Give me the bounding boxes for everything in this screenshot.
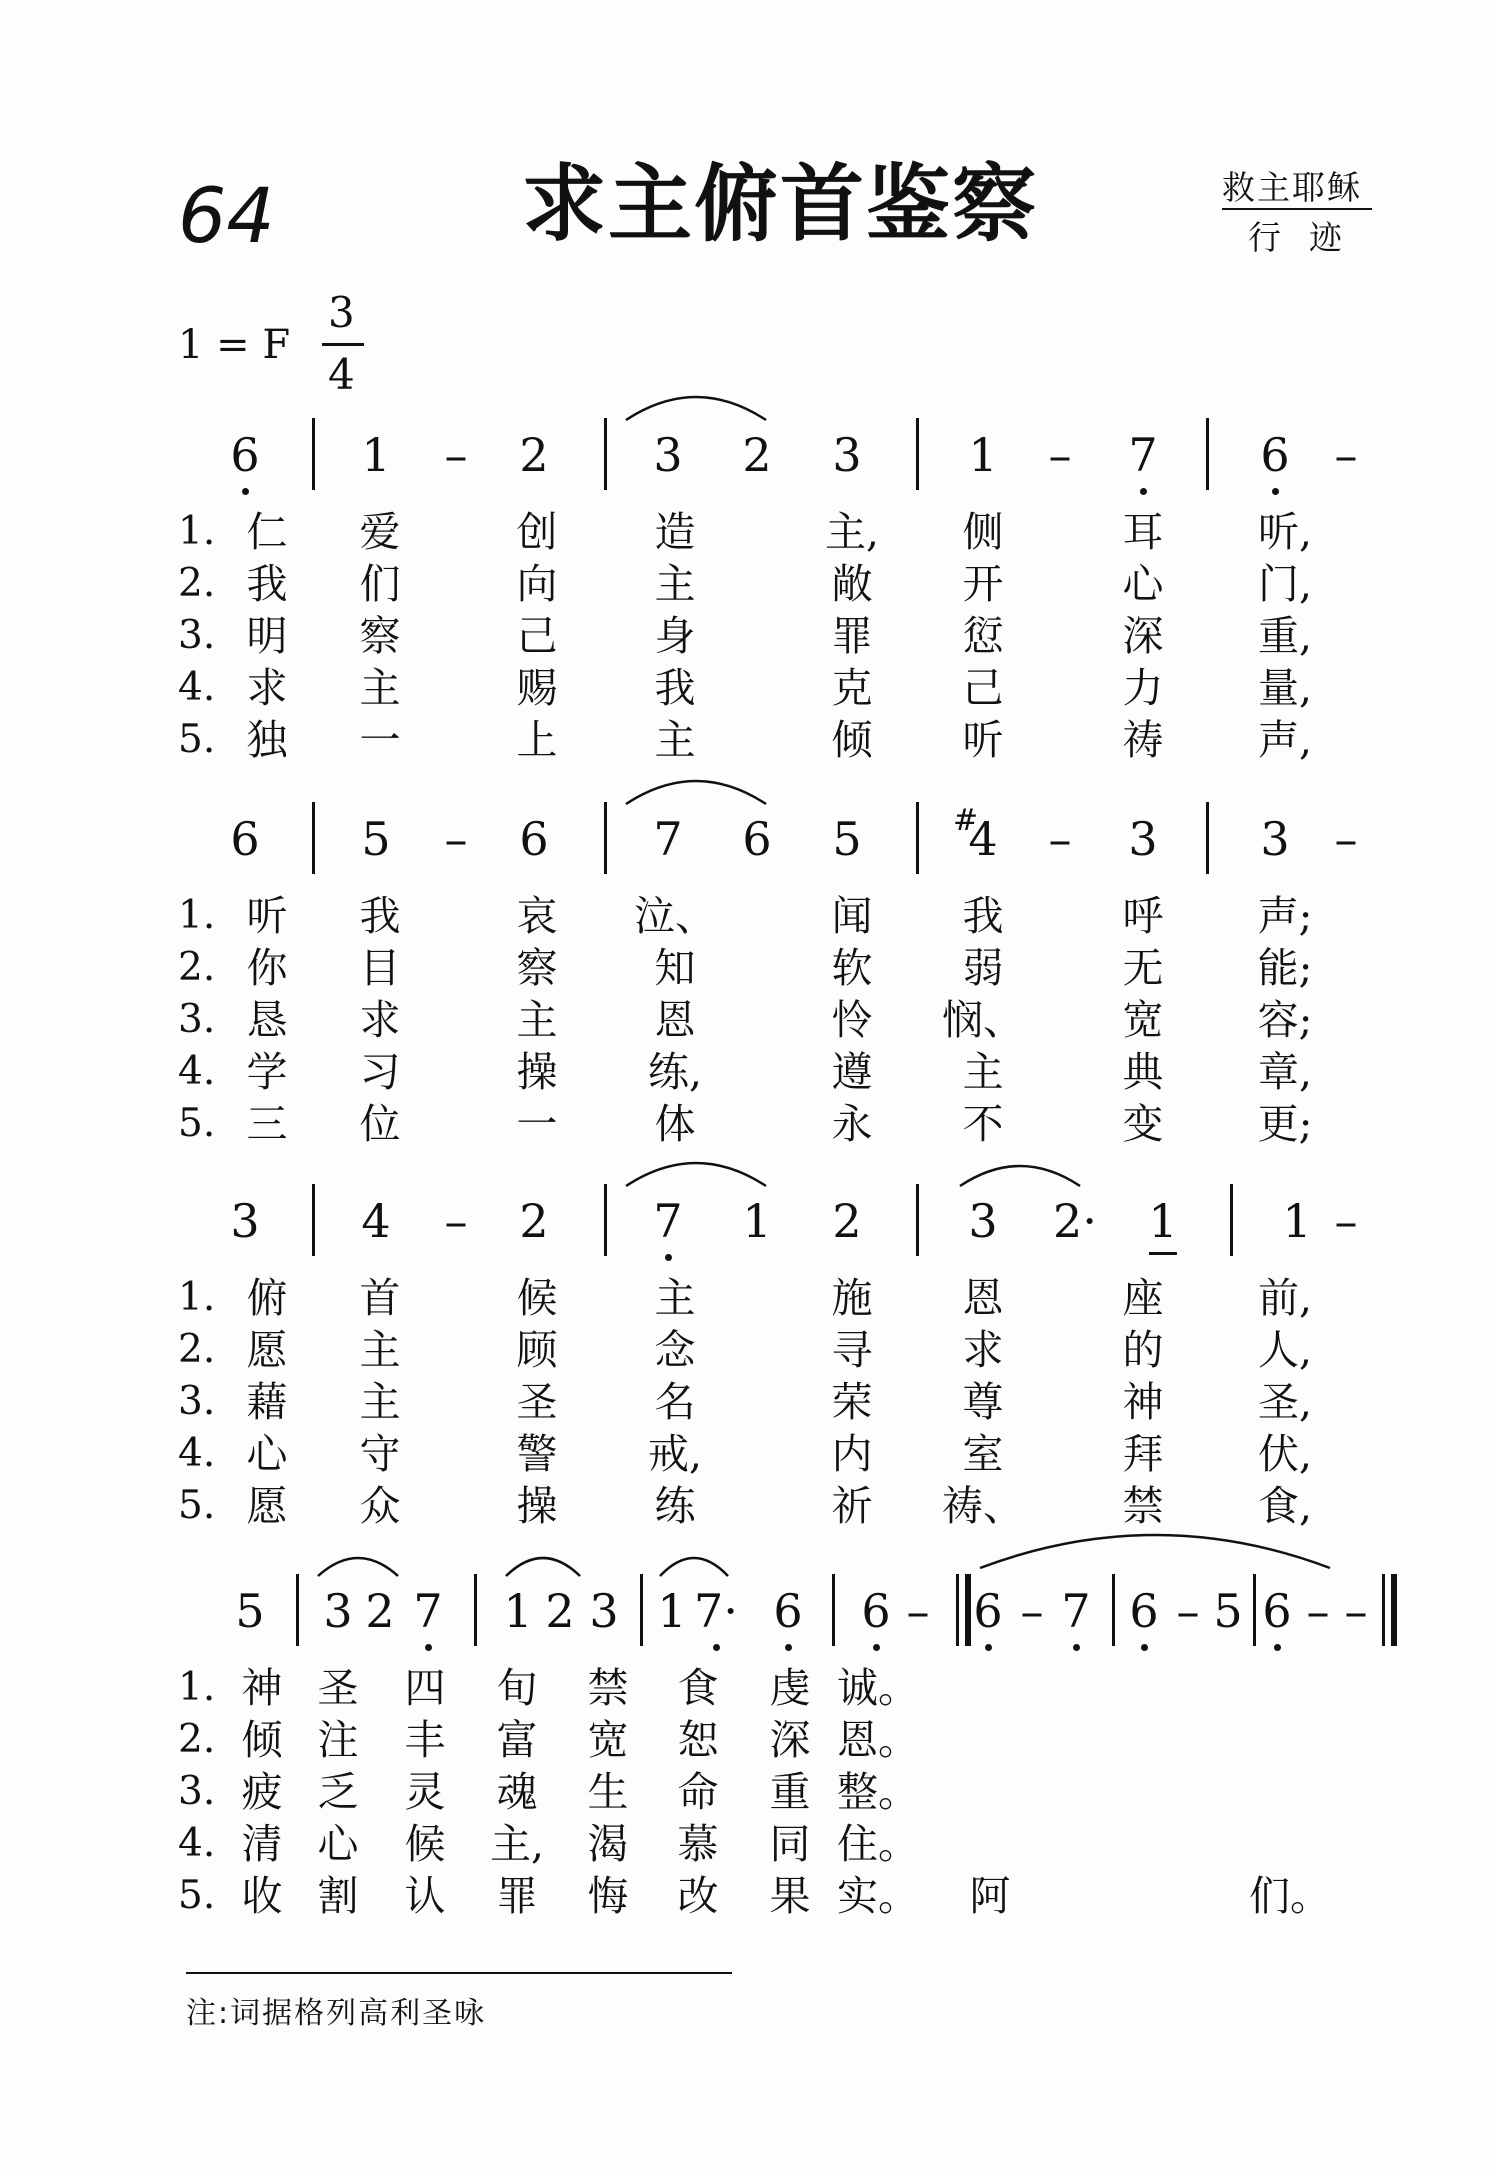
lyric-syllable: 你 (246, 944, 288, 992)
lyric-syllable: 心 (246, 1430, 288, 1478)
amen-syllable: 阿 (969, 1872, 1011, 1920)
note-digit: 6 (1262, 1584, 1292, 1638)
slur-arc (660, 1558, 728, 1576)
lyric-syllable: 永 (831, 1100, 873, 1148)
note-digit: 4 (968, 812, 998, 866)
lyric-syllable: 主 (962, 1048, 1004, 1096)
lyric-syllable: 我 (962, 892, 1004, 940)
note-dash: – (444, 1194, 468, 1248)
lyric-syllable: 施 (831, 1274, 873, 1322)
note-digit: 2 (742, 428, 772, 482)
verse-number: 1. (178, 1275, 216, 1320)
hymn-number: 64 (178, 171, 275, 260)
note-digit: 6 (230, 428, 260, 482)
lyric-syllable: 罪 (831, 612, 873, 660)
lyric-syllable: 圣, (1257, 1378, 1313, 1426)
lyric-syllable: 丰 (404, 1716, 446, 1764)
lyric-syllable: 身 (654, 612, 696, 660)
lyric-syllable: 能; (1257, 944, 1313, 992)
lyric-syllable: 开 (962, 560, 1004, 608)
lyric-syllable: 生 (587, 1768, 629, 1816)
lyric-syllable: 我 (246, 560, 288, 608)
note-dash: – (1306, 1584, 1330, 1638)
note-dash: – (1334, 1194, 1358, 1248)
note-digit: 3 (832, 428, 862, 482)
note-dash: – (906, 1584, 930, 1638)
note-digit: 3 (323, 1584, 353, 1638)
note-digit: 3 (1260, 812, 1290, 866)
lyric-syllable: 力 (1122, 664, 1164, 712)
lyric-syllable: 己 (962, 664, 1004, 712)
lyric-syllable: 警 (516, 1430, 558, 1478)
note-digit: 4 (361, 1194, 391, 1248)
lyric-syllable: 拜 (1122, 1430, 1164, 1478)
note-dash: – (1048, 812, 1072, 866)
lyric-syllable: 祷、 (942, 1482, 1024, 1530)
lyric-syllable: 悔 (587, 1872, 629, 1920)
lyric-syllable: 注 (317, 1716, 359, 1764)
verse-number: 4. (178, 1049, 216, 1094)
note-digit: 7 (1061, 1584, 1091, 1638)
lyric-syllable: 察 (359, 612, 401, 660)
slur-arc (318, 1558, 398, 1576)
lyric-syllable: 乏 (317, 1768, 359, 1816)
slur-arc (960, 1166, 1080, 1186)
slur-arc (626, 397, 766, 420)
note-digit: 1 (657, 1584, 687, 1638)
lyric-syllable: 渴 (587, 1820, 629, 1868)
verse-number: 5. (178, 1101, 216, 1146)
note-digit: 1 (1148, 1194, 1178, 1248)
slur-arc (626, 781, 766, 804)
amen-syllable: 们。 (1249, 1872, 1331, 1920)
lyric-syllable: 察 (516, 944, 558, 992)
lyric-syllable: 主 (654, 560, 696, 608)
lyric-syllable: 听 (962, 716, 1004, 764)
note-digit: 5 (1213, 1584, 1243, 1638)
lyric-syllable: 耳 (1122, 508, 1164, 556)
lyric-syllable: 顾 (516, 1326, 558, 1374)
lyric-syllable: 禁 (1122, 1482, 1164, 1530)
verse-number: 3. (178, 1769, 216, 1814)
lyric-syllable: 首 (359, 1274, 401, 1322)
lyric-syllable: 宽 (1122, 996, 1164, 1044)
lyric-syllable: 体 (654, 1100, 696, 1148)
verse-number: 1. (178, 893, 216, 938)
lyric-syllable: 藉 (246, 1378, 288, 1426)
lyric-syllable: 重, (1257, 612, 1313, 660)
lyric-syllable: 弱 (962, 944, 1004, 992)
lyric-syllable: 侧 (962, 508, 1004, 556)
footnote-divider (186, 1972, 732, 1974)
lyric-syllable: 荣 (831, 1378, 873, 1426)
lyric-syllable: 四 (404, 1664, 446, 1712)
lyric-syllable: 软 (831, 944, 873, 992)
lyric-syllable: 听, (1257, 508, 1313, 556)
lyric-syllable: 倾 (241, 1716, 283, 1764)
lyric-syllable: 己 (516, 612, 558, 660)
lyric-syllable: 敞 (831, 560, 873, 608)
note-digit: 5 (832, 812, 862, 866)
slur-arc (506, 1558, 580, 1576)
category-label: 救主耶稣 (1222, 168, 1362, 207)
note-digit: 1 (503, 1584, 533, 1638)
note-digit: 3 (589, 1584, 619, 1638)
lyric-syllable: 念 (654, 1326, 696, 1374)
lyric-syllable: 俯 (246, 1274, 288, 1322)
lyric-syllable: 变 (1122, 1100, 1164, 1148)
sharp-accidental: # (953, 803, 979, 838)
lyric-syllable: 疲 (241, 1768, 283, 1816)
lyric-syllable: 向 (516, 560, 558, 608)
note-dash: – (1176, 1584, 1200, 1638)
lyric-syllable: 富 (496, 1716, 538, 1764)
lyric-syllable: 深 (769, 1716, 811, 1764)
slur-arc (980, 1535, 1330, 1568)
lyric-syllable: 食, (1257, 1482, 1313, 1530)
lyric-syllable: 主 (359, 664, 401, 712)
lyric-syllable: 割 (317, 1872, 359, 1920)
lyric-syllable: 室 (962, 1430, 1004, 1478)
note-digit: 7 (413, 1584, 443, 1638)
lyric-syllable: 主 (359, 1378, 401, 1426)
lyric-syllable: 圣 (516, 1378, 558, 1426)
lyric-syllable: 创 (516, 508, 558, 556)
lyric-syllable: 戒, (647, 1430, 703, 1478)
category-sublabel: 行迹 (1248, 218, 1370, 257)
note-digit: 6 (742, 812, 772, 866)
lyric-syllable: 改 (677, 1872, 719, 1920)
verse-number: 2. (178, 1717, 216, 1762)
lyric-syllable: 一 (359, 716, 401, 764)
lyric-syllable: 练, (647, 1048, 703, 1096)
lyric-syllable: 深 (1122, 612, 1164, 660)
lyric-syllable: 求 (359, 996, 401, 1044)
lyric-syllable: 恕 (677, 1716, 719, 1764)
lyric-syllable: 愿 (246, 1482, 288, 1530)
lyric-syllable: 候 (516, 1274, 558, 1322)
lyric-syllable: 圣 (317, 1664, 359, 1712)
note-digit: 6 (519, 812, 549, 866)
lyric-syllable: 主, (489, 1820, 545, 1868)
lyric-syllable: 位 (359, 1100, 401, 1148)
lyric-syllable: 住。 (837, 1820, 919, 1868)
lyric-syllable: 求 (246, 664, 288, 712)
lyric-syllable: 整。 (837, 1768, 919, 1816)
lyric-syllable: 操 (516, 1482, 558, 1530)
note-digit: 3 (230, 1194, 260, 1248)
slur-arc (626, 1163, 766, 1186)
lyric-syllable: 容; (1257, 996, 1313, 1044)
lyric-syllable: 声; (1257, 892, 1313, 940)
note-digit: 2 (365, 1584, 395, 1638)
note-dash: – (1048, 428, 1072, 482)
verse-number: 1. (178, 509, 216, 554)
lyric-syllable: 恩 (654, 996, 696, 1044)
lyric-syllable: 造 (654, 508, 696, 556)
note-digit: 6 (973, 1584, 1003, 1638)
lyric-syllable: 愿 (246, 1326, 288, 1374)
lyric-syllable: 食 (677, 1664, 719, 1712)
verse-number: 3. (178, 997, 216, 1042)
lyric-syllable: 心 (1122, 560, 1164, 608)
lyric-syllable: 守 (359, 1430, 401, 1478)
note-digit: 2· (1053, 1194, 1097, 1248)
lyric-syllable: 更; (1257, 1100, 1313, 1148)
hymn-title: 求主俯首鉴察 (522, 155, 1039, 253)
lyric-syllable: 泣、 (634, 892, 716, 940)
note-digit: 6 (773, 1584, 803, 1638)
lyric-syllable: 无 (1122, 944, 1164, 992)
note-digit: 5 (235, 1584, 265, 1638)
lyric-syllable: 我 (654, 664, 696, 712)
verse-number: 5. (178, 1873, 216, 1918)
lyric-syllable: 灵 (404, 1768, 446, 1816)
lyric-syllable: 哀 (516, 892, 558, 940)
verse-number: 5. (178, 717, 216, 762)
verse-number: 3. (178, 1379, 216, 1424)
verse-number: 4. (178, 1821, 216, 1866)
lyric-syllable: 爱 (359, 508, 401, 556)
lyric-syllable: 独 (246, 716, 288, 764)
lyric-syllable: 祈 (831, 1482, 873, 1530)
lyric-syllable: 旬 (496, 1664, 538, 1712)
time-signature-bottom: 4 (328, 350, 355, 399)
verse-number: 2. (178, 561, 216, 606)
lyric-syllable: 虔 (769, 1664, 811, 1712)
lyric-syllable: 主 (516, 996, 558, 1044)
note-dash: – (1334, 428, 1358, 482)
lyric-syllable: 诚。 (837, 1664, 919, 1712)
lyric-syllable: 座 (1122, 1274, 1164, 1322)
lyric-syllable: 主 (654, 716, 696, 764)
note-digit: 5 (361, 812, 391, 866)
lyric-syllable: 果 (769, 1872, 811, 1920)
note-digit: 7 (653, 812, 683, 866)
note-digit: 3 (1128, 812, 1158, 866)
footnote: 注:词据格列高利圣咏 (186, 1996, 487, 2031)
lyric-syllable: 倾 (831, 716, 873, 764)
lyric-syllable: 主 (359, 1326, 401, 1374)
lyric-syllable: 学 (246, 1048, 288, 1096)
verse-number: 2. (178, 1327, 216, 1372)
note-dash: – (1334, 812, 1358, 866)
lyric-syllable: 知 (654, 944, 696, 992)
lyric-syllable: 求 (962, 1326, 1004, 1374)
lyric-syllable: 神 (1122, 1378, 1164, 1426)
note-dash: – (444, 812, 468, 866)
lyric-syllable: 众 (359, 1482, 401, 1530)
lyric-syllable: 怜 (831, 996, 873, 1044)
lyric-syllable: 内 (831, 1430, 873, 1478)
lyric-syllable: 习 (359, 1048, 401, 1096)
note-digit: 2 (519, 428, 549, 482)
lyric-syllable: 呼 (1122, 892, 1164, 940)
lyric-syllable: 明 (246, 612, 288, 660)
lyric-syllable: 恩 (962, 1274, 1004, 1322)
lyric-syllable: 遵 (831, 1048, 873, 1096)
lyric-syllable: 恳 (246, 996, 288, 1044)
lyric-syllable: 闻 (831, 892, 873, 940)
lyric-syllable: 门, (1257, 560, 1313, 608)
note-digit: 7· (694, 1584, 738, 1638)
note-digit: 7 (653, 1194, 683, 1248)
lyric-syllable: 同 (769, 1820, 811, 1868)
verse-number: 2. (178, 945, 216, 990)
lyric-syllable: 章, (1257, 1048, 1313, 1096)
lyric-syllable: 量, (1257, 664, 1313, 712)
lyric-syllable: 伏, (1257, 1430, 1313, 1478)
note-digit: 1 (1282, 1194, 1312, 1248)
lyric-syllable: 慕 (677, 1820, 719, 1868)
lyric-syllable: 候 (404, 1820, 446, 1868)
note-dash: – (1020, 1584, 1044, 1638)
note-digit: 1 (742, 1194, 772, 1248)
lyric-syllable: 上 (516, 716, 558, 764)
lyric-syllable: 罪 (496, 1872, 538, 1920)
verse-number: 1. (178, 1665, 216, 1710)
lyric-syllable: 悯、 (942, 996, 1024, 1044)
verse-number: 3. (178, 613, 216, 658)
lyric-syllable: 们 (359, 560, 401, 608)
lyric-syllable: 祷 (1122, 716, 1164, 764)
lyric-syllable: 仁 (246, 508, 288, 556)
lyric-syllable: 尊 (962, 1378, 1004, 1426)
lyric-syllable: 目 (359, 944, 401, 992)
lyric-syllable: 重 (769, 1768, 811, 1816)
lyric-syllable: 魂 (496, 1768, 538, 1816)
lyric-syllable: 恩。 (837, 1716, 919, 1764)
note-dash: – (444, 428, 468, 482)
lyric-syllable: 禁 (587, 1664, 629, 1712)
lyric-syllable: 我 (359, 892, 401, 940)
verse-number: 4. (178, 1431, 216, 1476)
verse-number: 4. (178, 665, 216, 710)
lyric-syllable: 认 (404, 1872, 446, 1920)
lyric-syllable: 克 (831, 664, 873, 712)
lyric-syllable: 心 (317, 1820, 359, 1868)
note-dash: – (1344, 1584, 1368, 1638)
lyric-syllable: 不 (962, 1100, 1004, 1148)
lyric-syllable: 练 (654, 1482, 696, 1530)
note-digit: 2 (545, 1584, 575, 1638)
lyric-syllable: 宽 (587, 1716, 629, 1764)
note-digit: 6 (230, 812, 260, 866)
lyric-syllable: 寻 (831, 1326, 873, 1374)
lyric-syllable: 典 (1122, 1048, 1164, 1096)
lyric-syllable: 三 (246, 1100, 288, 1148)
lyric-syllable: 操 (516, 1048, 558, 1096)
lyric-syllable: 主, (824, 508, 880, 556)
note-digit: 3 (653, 428, 683, 482)
lyric-syllable: 收 (241, 1872, 283, 1920)
verse-number: 5. (178, 1483, 216, 1528)
lyric-syllable: 愆 (962, 612, 1004, 660)
lyric-syllable: 人, (1257, 1326, 1313, 1374)
note-digit: 1 (968, 428, 998, 482)
key-signature: 1 = F (178, 322, 291, 368)
lyric-syllable: 一 (516, 1100, 558, 1148)
lyric-syllable: 清 (241, 1820, 283, 1868)
lyric-syllable: 声, (1257, 716, 1313, 764)
note-digit: 7 (1128, 428, 1158, 482)
lyric-syllable: 神 (241, 1664, 283, 1712)
lyric-syllable: 命 (677, 1768, 719, 1816)
note-digit: 2 (519, 1194, 549, 1248)
lyric-syllable: 的 (1122, 1326, 1164, 1374)
note-digit: 6 (1129, 1584, 1159, 1638)
lyric-syllable: 实。 (837, 1872, 919, 1920)
lyric-syllable: 赐 (516, 664, 558, 712)
time-signature-top: 3 (328, 288, 355, 337)
note-digit: 6 (861, 1584, 891, 1638)
lyric-syllable: 前, (1257, 1274, 1313, 1322)
lyric-syllable: 名 (654, 1378, 696, 1426)
note-digit: 1 (361, 428, 391, 482)
note-digit: 6 (1260, 428, 1290, 482)
lyric-syllable: 主 (654, 1274, 696, 1322)
note-digit: 2 (832, 1194, 862, 1248)
lyric-syllable: 听 (246, 892, 288, 940)
note-digit: 3 (968, 1194, 998, 1248)
